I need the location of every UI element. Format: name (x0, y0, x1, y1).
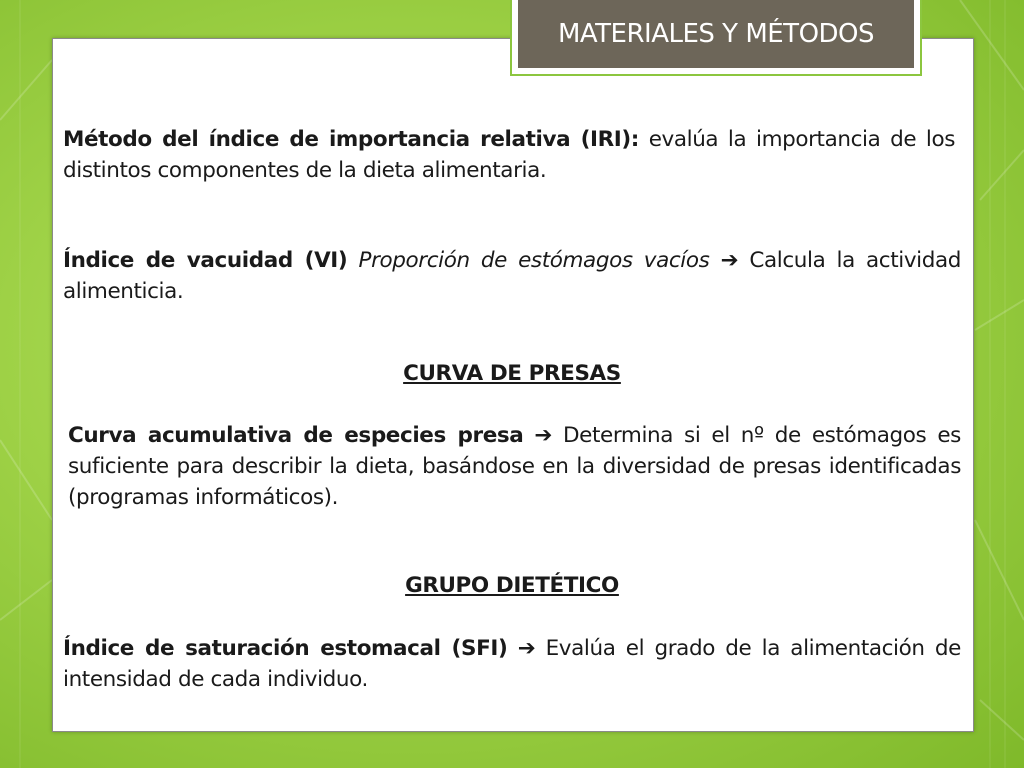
curva-heading: CURVA DE PRESAS (403, 361, 621, 386)
iri-description: evalúa la importancia de los distintos componentes de la dieta alimentaria. (63, 127, 955, 183)
title-box (518, 0, 914, 68)
vi-definition: Proporción de estómagos vacíos (347, 248, 721, 273)
sfi-paragraph (63, 633, 961, 695)
sfi-term: Índice de saturación estomacal (SFI) (63, 636, 508, 661)
curva-paragraph (68, 420, 961, 513)
iri-paragraph (63, 124, 955, 186)
curva-description: Determina si el nº de estómagos es suficiente para describir la dieta, basándose en la diversidad de presas identificadas (programas informáticos). (68, 423, 961, 510)
arrow-icon: ➔ (534, 423, 553, 448)
arrow-icon: ➔ (720, 248, 739, 273)
vi-paragraph (63, 245, 961, 307)
slide-title: MATERIALES Y MÉTODOS (557, 19, 875, 49)
iri-term: Método del índice de importancia relativa (IRI): (63, 127, 639, 152)
sfi-description: Evalúa el grado de la alimentación de intensidad de cada individuo. (63, 636, 961, 692)
curva-term: Curva acumulativa de especies presa (68, 423, 524, 448)
arrow-icon: ➔ (517, 636, 536, 661)
vi-description: Calcula la actividad alimenticia. (63, 248, 961, 304)
grupo-heading: GRUPO DIETÉTICO (405, 573, 619, 598)
vi-term: Índice de vacuidad (VI) (63, 248, 348, 273)
